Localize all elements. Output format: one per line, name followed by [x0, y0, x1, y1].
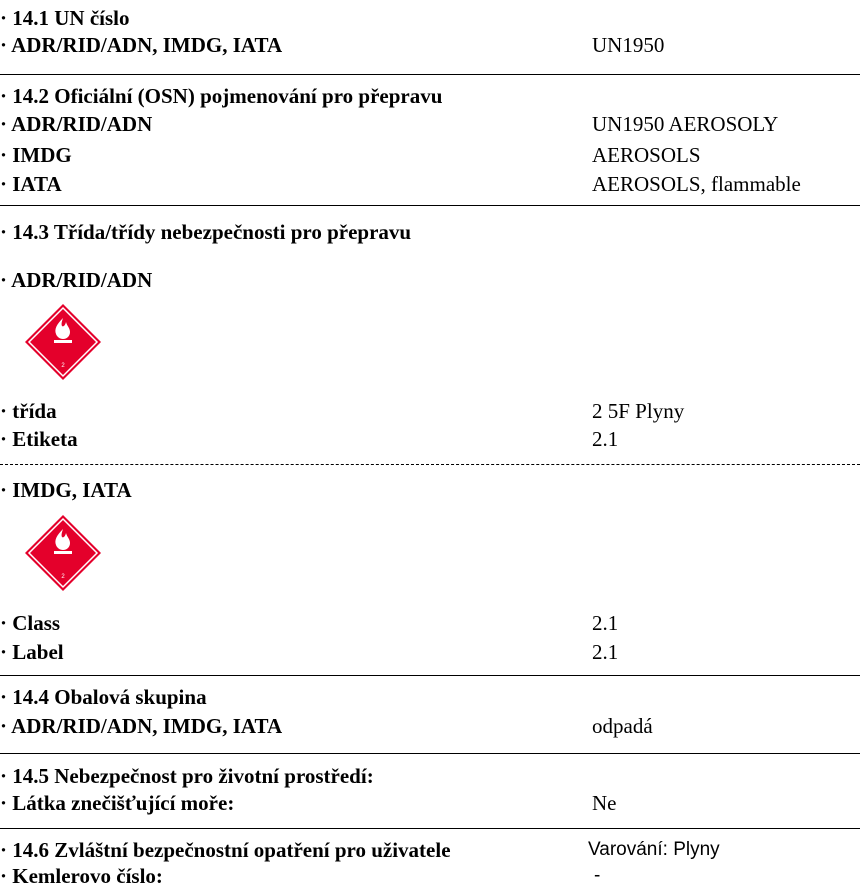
section-14-4-heading: · 14.4 Obalová skupina	[0, 685, 207, 709]
flammable-gas-pictogram	[23, 513, 103, 593]
section-14-5-heading: · 14.5 Nebezpečnost pro životní prostředí:	[0, 764, 374, 788]
shipping-name-iata-label: · IATA	[0, 172, 62, 196]
un-number-label: · ADR/RID/ADN, IMDG, IATA	[0, 33, 283, 57]
packing-group-label: · ADR/RID/ADN, IMDG, IATA	[0, 714, 283, 738]
section-14-3-heading: · 14.3 Třída/třídy nebezpečnosti pro přepravu	[0, 220, 412, 244]
kemler-number-label: · Kemlerovo číslo:	[0, 864, 163, 888]
imdg-class-value: 2.1	[592, 611, 619, 635]
shipping-name-imdg-value: AEROSOLS	[592, 143, 701, 167]
shipping-name-adr-label: · ADR/RID/ADN	[0, 112, 153, 136]
pictogram-class-number: 2	[61, 363, 65, 369]
imdg-label-value: 2.1	[592, 640, 619, 664]
marine-pollutant-value: Ne	[592, 791, 617, 815]
section-divider	[0, 205, 860, 206]
packing-group-value: odpadá	[592, 714, 653, 738]
special-precautions-value: Varování: Plyny	[588, 839, 720, 860]
shipping-name-imdg-label: · IMDG	[0, 143, 72, 167]
adr-label-label: · Etiketa	[0, 427, 78, 451]
imdg-class-label: · Class	[0, 611, 61, 635]
section-14-2-heading: · 14.2 Oficiální (OSN) pojmenování pro přepravu	[0, 84, 443, 108]
kemler-number-value: -	[594, 865, 601, 886]
section-14-6-heading: · 14.6 Zvláštní bezpečnostní opatření pro uživatele	[0, 838, 451, 862]
subsection-divider	[0, 464, 860, 465]
adr-class-subtitle: · ADR/RID/ADN	[0, 268, 153, 292]
adr-label-value: 2.1	[592, 427, 619, 451]
section-divider	[0, 828, 860, 829]
un-number-value: UN1950	[592, 33, 665, 57]
marine-pollutant-label: · Látka znečišťující moře:	[0, 791, 235, 815]
adr-class-label: · třída	[0, 399, 57, 423]
section-divider	[0, 74, 860, 75]
imdg-label-label: · Label	[0, 640, 64, 664]
flammable-gas-pictogram	[23, 302, 103, 382]
section-14-1-heading: · 14.1 UN číslo	[0, 6, 130, 30]
pictogram-class-number: 2	[61, 574, 65, 580]
section-divider	[0, 753, 860, 754]
shipping-name-iata-value: AEROSOLS, flammable	[592, 172, 801, 196]
imdg-iata-subtitle: · IMDG, IATA	[0, 478, 132, 502]
shipping-name-adr-value: UN1950 AEROSOLY	[592, 112, 779, 136]
section-divider	[0, 675, 860, 676]
adr-class-value: 2 5F Plyny	[592, 399, 685, 423]
